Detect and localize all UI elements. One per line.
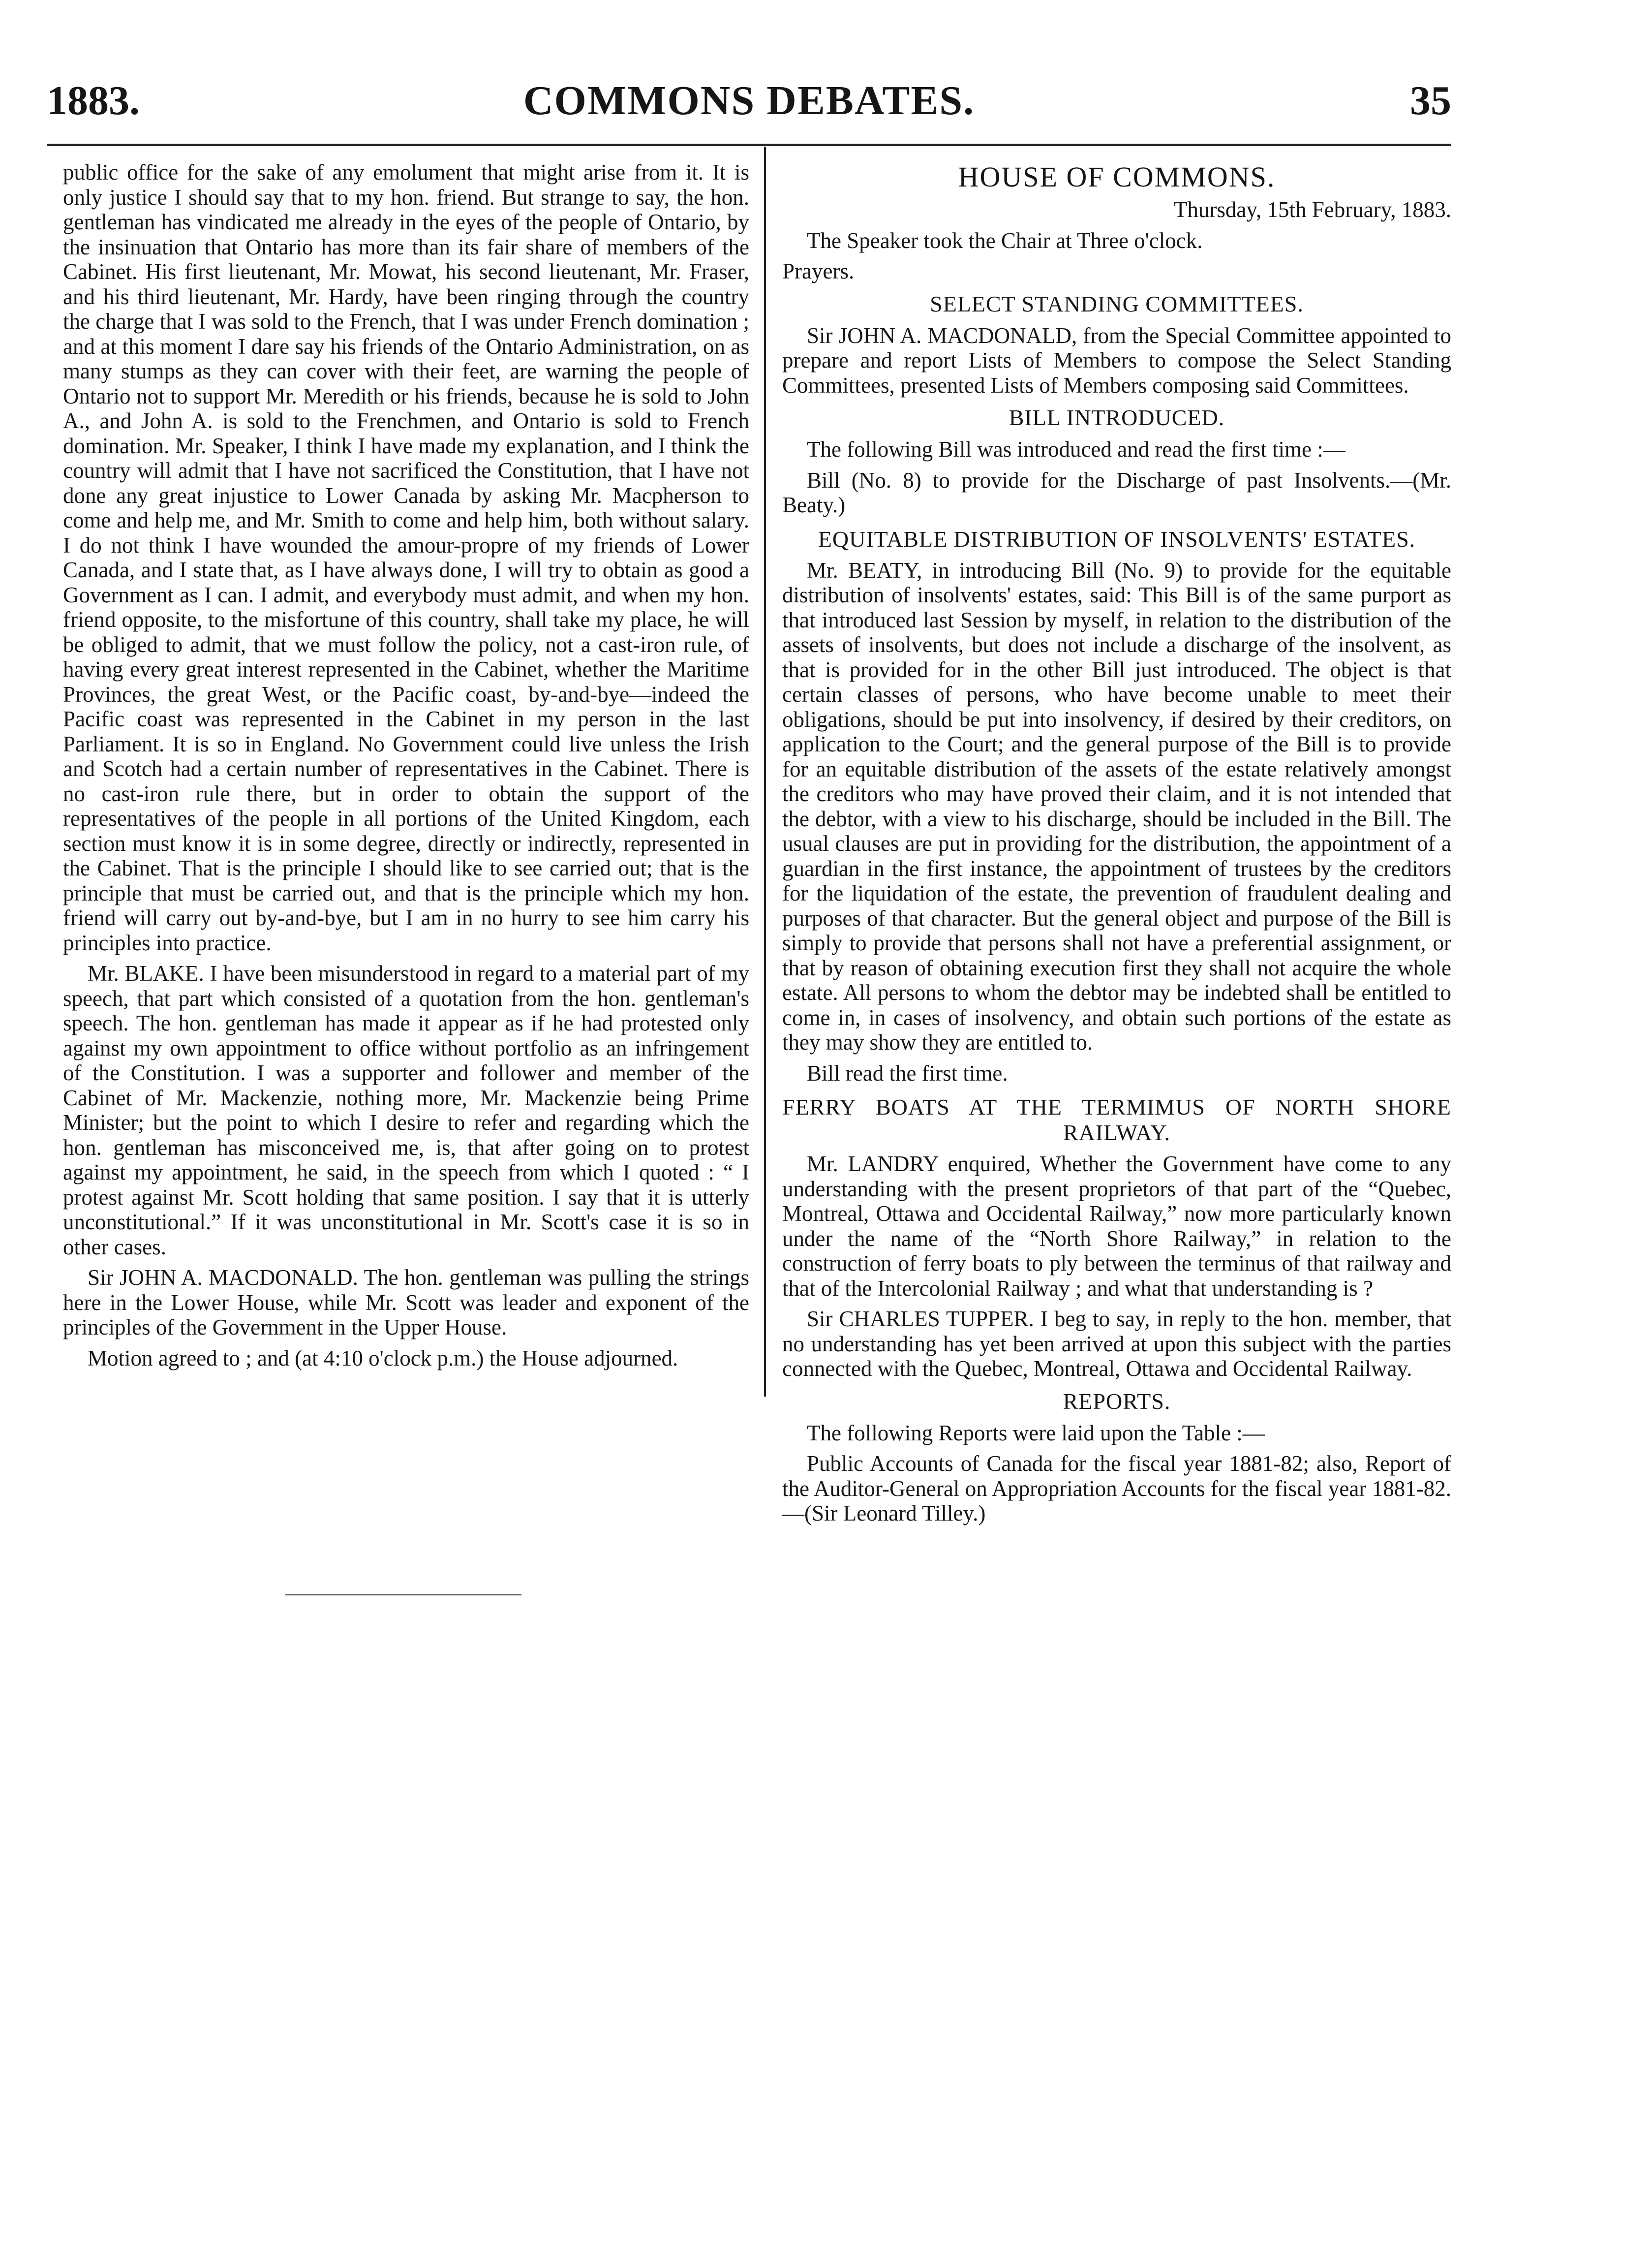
end-rule: [285, 1594, 521, 1595]
bill-introduced-heading: BILL INTRODUCED.: [1009, 405, 1225, 430]
bill-text-1: The following Bill was introduced and read the first time :—: [807, 437, 1346, 462]
ferry-heading: FERRY BOATS AT THE TERMIMUS OF NORTH SHORE RAILWAY.: [782, 1094, 1451, 1145]
reports-text-2: Public Accounts of Canada for the fiscal year 1881-82; also, Report of the Auditor-General on Appropriation Accounts for the fiscal year 1881-82.—(Sir Leonard Tilley.): [782, 1451, 1451, 1526]
select-committees-text: Sir JOHN A. MACDONALD, from the Special Committee appointed to prepare and report Lists of Members to compose the Select Standing Committees, presented Lists of Members composing said Committees.: [782, 323, 1451, 398]
right-column: [782, 160, 1451, 1532]
select-committees-heading: SELECT STANDING COMMITTEES.: [930, 291, 1304, 316]
header-year: 1883.: [47, 78, 140, 124]
reports-heading: REPORTS.: [1063, 1388, 1171, 1414]
header-rule: [47, 144, 1451, 146]
ferry-text-1: Mr. LANDRY enquired, Whether the Government have come to any understanding with the present proprietors of that part of the “Quebec, Montreal, Ottawa and Occidental Railway,” now more particularly known under the name of the “North Shore Railway,” in relation to the construction of ferry boats to ply between the terminus of that railway and that of the Intercolonial Railway ; and what that understanding is ?: [782, 1152, 1451, 1301]
header-page-number: 35: [1410, 78, 1451, 124]
left-column: [63, 160, 749, 1376]
page-header: [47, 57, 1451, 130]
left-paragraph-3: Sir JOHN A. MACDONALD. The hon. gentleman was pulling the strings here in the Lower House, while Mr. Scott was leader and exponent of the principles of the Government in the Upper House.: [63, 1265, 749, 1339]
equitable-heading: EQUITABLE DISTRIBUTION OF INSOLVENTS' ESTATES.: [818, 526, 1416, 552]
reports-text-1: The following Reports were laid upon the Table :—: [807, 1420, 1265, 1445]
header-title: COMMONS DEBATES.: [523, 78, 975, 124]
bill-text-2: Bill (No. 8) to provide for the Discharge of past Insolvents.—(Mr. Beaty.): [782, 467, 1451, 517]
prayers: Prayers.: [782, 259, 855, 283]
house-heading: HOUSE OF COMMONS.: [958, 161, 1276, 193]
left-paragraph-2: Mr. BLAKE. I have been misunderstood in regard to a material part of my speech, that part which consisted of a quotation from the hon. gentleman's speech. The hon. gentleman has made it appear as if he had protested only against my own appointment to office without portfolio as an infringement of the Constitution. I was a supporter and follower and member of the Cabinet of Mr. Mackenzie, nothing more, Mr. Mackenzie being Prime Minister; but the point to which I desire to refer and regarding which the hon. gentleman has misconceived me, is, that after going on to protest against my appointment, he said, in the speech from which I quoted : “ I protest against Mr. Scott holding that same position. I say that it is utterly unconstitutional.” If it was unconstitutional in Mr. Scott's case it is so in other cases.: [63, 961, 749, 1259]
left-paragraph-4: Motion agreed to ; and (at 4:10 o'clock p.m.) the House adjourned.: [88, 1345, 678, 1370]
left-paragraph-1: public office for the sake of any emolument that might arise from it. It is only justice I should say that to my hon. friend. But strange to say, the hon. gentleman has vindicated me already in the eyes of the people of Ontario, by the insinuation that Ontario has more than its fair share of members of the Cabinet. His first lieutenant, Mr. Mowat, his second lieutenant, Mr. Fraser, and his third lieutenant, Mr. Hardy, have been ringing through the country the charge that I was sold to the French, that I was under French domination ; and at this moment I dare say his friends of the Ontario Administration, on as many stumps as they can cover with their feet, are warning the people of Ontario not to support Mr. Meredith or his friends, because he is sold to John A., and John A. is sold to the Frenchmen, and Ontario is sold to French domination. Mr. Speaker, I think I have made my explanation, and I think the country will admit that I have not sacrificed the Constitution, that I have not done any great injustice to Lower Canada by asking Mr. Macpherson to come and help me, and Mr. Smith to come and help him, both without salary. I do not think I have wounded the amour-propre of my friends of Lower Canada, and I state that, as I have always done, I will try to obtain as good a Government as I can. I admit, and everybody must admit, and when my hon. friend opposite, to the misfortune of this country, shall take my place, he will be obliged to admit, that we must follow the policy, not a cast-iron rule, of having every great interest represented in the Cabinet, whether the Maritime Provinces, the great West, or the Pacific coast, by-and-bye—indeed the Pacific coast was represented in the Cabinet in my person in the last Parliament. It is so in England. No Government could live unless the Irish and Scotch had a certain number of representatives in the Cabinet. There is no cast-iron rule there, but in order to obtain the support of the representatives of the people in all portions of the United Kingdom, each section must know it is in some degree, directly or indirectly, represented in the Cabinet. That is the principle I should like to see carried out; that is the principle that must be carried out, and that is the principle which my hon. friend will carry out by-and-bye, but I am in no hurry to see him carry his principles into practice.: [63, 160, 749, 955]
column-divider: [764, 147, 766, 1397]
first-time-text: Bill read the first time.: [807, 1060, 1008, 1086]
ferry-text-2: Sir CHARLES TUPPER. I beg to say, in reply to the hon. member, that no understanding has yet been arrived at upon this subject with the parties connected with the Quebec, Montreal, Ottawa and Occidental Railway.: [782, 1307, 1451, 1381]
equitable-text: Mr. BEATY, in introducing Bill (No. 9) to provide for the equitable distribution of insolvents' estates, said: This Bill is of the same purport as that introduced last Session by myself, in relation to the distribution of the assets of insolvents, but does not include a discharge of the insolvent, as that is provided for in the other Bill just introduced. The object is that certain classes of persons, who have become unable to meet their obligations, should be put into insolvency, if desired by their creditors, on application to the Court; and the general purpose of the Bill is to provide for an equitable distribution of the assets of the estate relatively amongst the creditors who may have proved their claim, and it is not intended that the debtor, with a view to his discharge, should be included in the Bill. The usual clauses are put in providing for the distribution, the appointment of a guardian in the first instance, the appointment of trustees by the creditors for the liquidation of the estate, the prevention of fraudulent dealing and purposes of that character. But the general object and purpose of the Bill is simply to provide that persons shall not have a preferential assignment, or that by reason of obtaining execution first they shall not acquire the whole estate. All persons to whom the debtor may be indebted shall be entitled to come in, in cases of insolvency, and obtain such portions of the estate as they may show they are entitled to.: [782, 558, 1451, 1055]
date-line: Thursday, 15th February, 1883.: [1173, 197, 1451, 222]
speaker-line: The Speaker took the Chair at Three o'clock.: [807, 228, 1203, 253]
